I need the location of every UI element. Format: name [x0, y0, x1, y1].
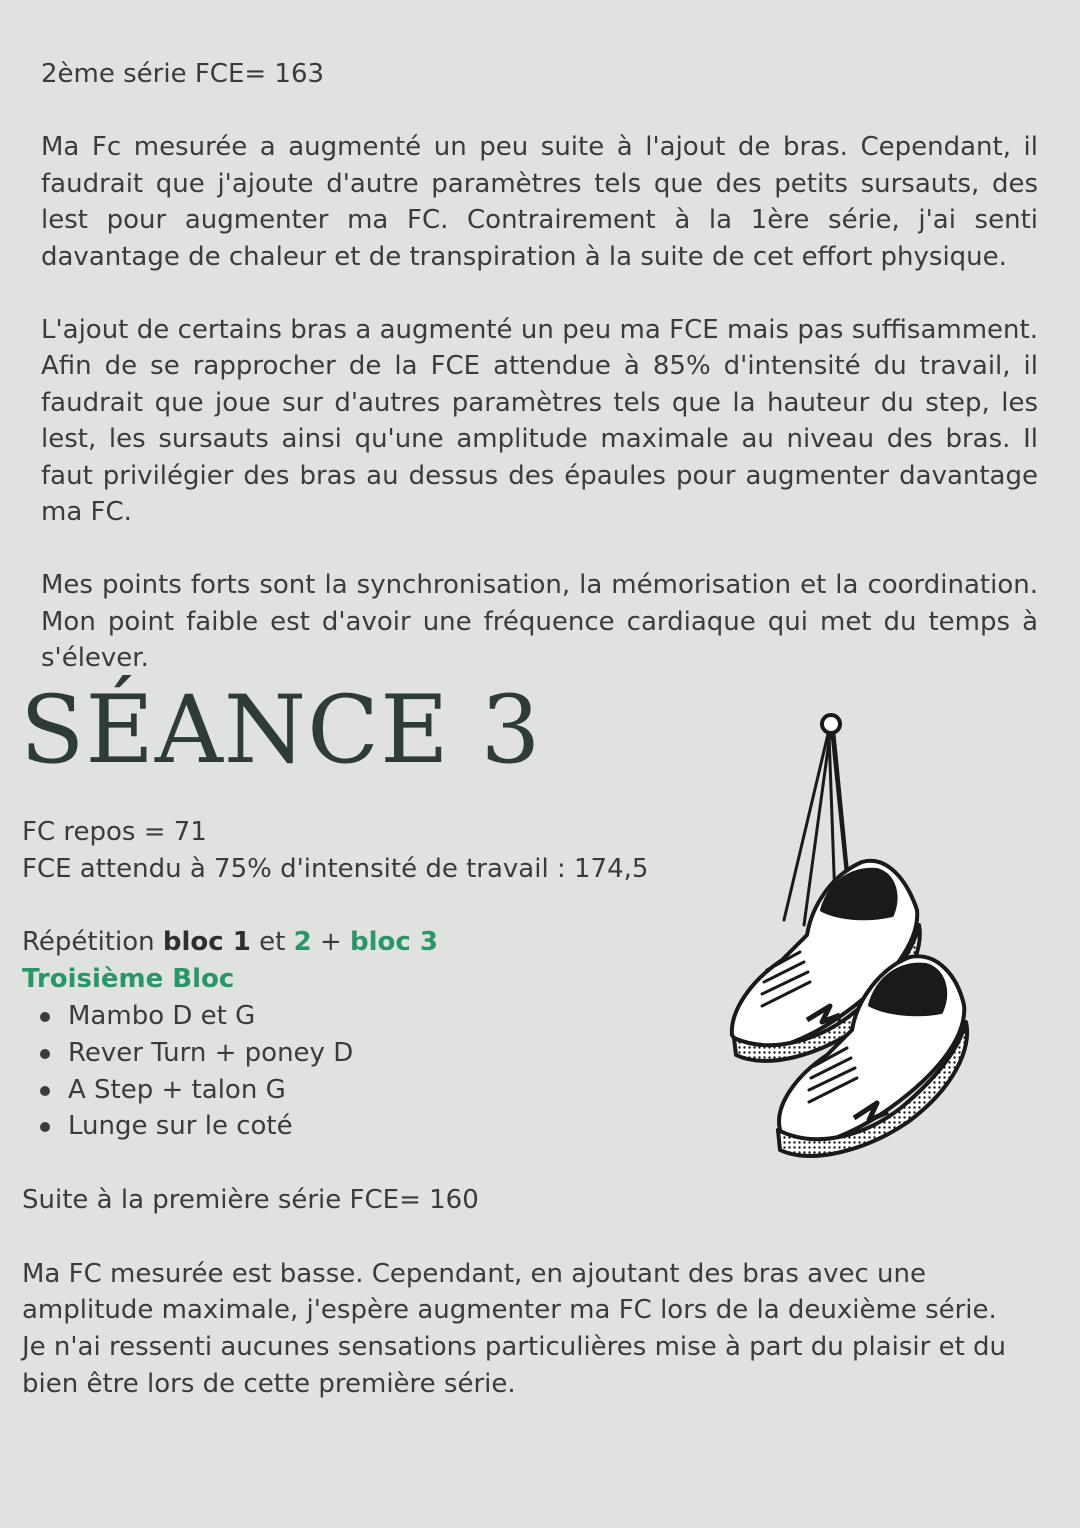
session3-title: SÉANCE 3: [20, 676, 542, 785]
session3-paragraph-2: Je n'ai ressenti aucunes sensations particulières mise à part du plaisir et du bien être lors de cette première série.: [22, 1332, 1007, 1399]
third-block-title: Troisième Bloc: [22, 964, 235, 995]
session2-paragraph-2: L'ajout de certains bras a augmenté un peu ma FCE mais pas suffisamment. Afin de se rapprocher de la FCE attendue à 85% d'intensité du travail, il faudrait que joue sur d'autres paramètres tels que la hauteur du step, les lest, les sursauts ainsi qu'une amplitude maximale au niveau des bras. Il faut privilégier des bras au dessus des épaules pour augmenter davantage ma FC.: [41, 314, 1038, 527]
repetition-bloc3: bloc 3: [350, 927, 438, 958]
repetition-bloc1: bloc 1: [162, 927, 251, 958]
list-item: Rever Turn + poney D: [40, 1035, 1032, 1072]
fc-repos: FC repos = 71: [22, 817, 207, 847]
list-item: Lunge sur le coté: [40, 1108, 1032, 1145]
repetition-bloc2: 2: [293, 927, 312, 958]
list-item: A Step + talon G: [40, 1072, 1032, 1109]
fce-expected: FCE attendu à 75% d'intensité de travail : 174,5: [22, 853, 649, 884]
session2-paragraph-1: Ma Fc mesurée a augmenté un peu suite à l'ajout de bras. Cependant, il faudrait que j'ajoute d'autre paramètres tels que des petits sursauts, des lest pour augmenter ma FC. Contrairement à la 1ère série, j'ai senti davantage de chaleur et de transpiration à la suite de cet effort physique.: [41, 132, 1038, 272]
repetition-prefix: Répétition: [22, 927, 163, 958]
first-series-result: Suite à la première série FCE= 160: [22, 1184, 479, 1215]
repetition-et: et: [250, 927, 294, 958]
session2-paragraph-3: Mes points forts sont la synchronisation, la mémorisation et la coordination. Mon point faible est d'avoir une fréquence cardiaque qui met du temps à s'élever.: [41, 570, 1038, 673]
list-item: Mambo D et G: [40, 998, 1032, 1035]
second-series-result: 2ème série FCE= 163: [41, 59, 325, 89]
session3-paragraph-1: Ma FC mesurée est basse. Cependant, en ajoutant des bras avec une amplitude maximale, j'espère augmenter ma FC lors de la deuxième série.: [22, 1258, 997, 1326]
session2-notes: [41, 56, 1038, 713]
repetition-plus: +: [311, 927, 350, 958]
hanging-sneakers-icon: [712, 710, 982, 1160]
